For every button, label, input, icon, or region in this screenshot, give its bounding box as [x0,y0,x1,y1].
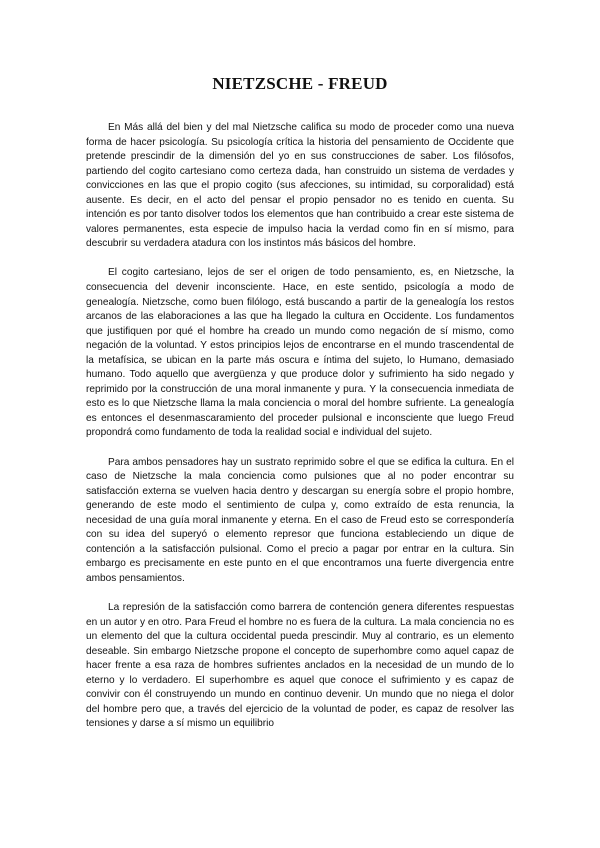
document-body [86,121,514,747]
document-title: NIETZSCHE - FREUD [212,74,388,93]
paragraph-2: El cogito cartesiano, lejos de ser el origen de todo pensamiento, es, en Nietzsche, la consecuencia del devenir inconsciente. Hace, en este sentido, psicología a modo de genealogía. Nietzsche, como buen filólogo, está buscando a partir de la genealogía los restos arcanos de las elaboraciones a las que ha llegado la cultura en Occidente. Los fundamentos que justifiquen por qué el hombre ha creado un mundo como negación de sí mismo, como negación de la voluntad. Y estos principios lejos de encontrarse en el mundo trascendental de la metafísica, se ubican en la parte más oscura e íntima del sujeto, lo Humano, demasiado humano. Todo aquello que avergüenza y que produce dolor y sufrimiento ha sido negado y reprimido por la construcción de una moral inmanente y pura. Y la consecuencia inmediata de esto es lo que Nietzsche llama la mala conciencia o moral del hombre sufriente. La genealogía es entonces el desenmascaramiento del proceder pulsional e inconsciente que luego Freud propondrá como fundamento de toda la realidad social e individual del sujeto. [86,267,514,439]
paragraph-3: Para ambos pensadores hay un sustrato reprimido sobre el que se edifica la cultura. En el caso de Nietzsche la mala conciencia como pulsiones que al no poder encontrar su satisfacción externa se vuelven hacia dentro y descargan su energía sobre el propio hombre, generando de este modo el sentimiento de culpa y, como extraído de esta renuncia, la necesidad de una guía moral inmanente y eterna. En el caso de Freud esto se correspondería con su idea del superyó o elemento represor que funciona estableciendo un dique de contención a la satisfacción pulsional. Como el precio a pagar por entrar en la cultura. Sin embargo es precisamente en este punto en el que encontramos una fuerte divergencia entre ambos pensamientos. [86,456,514,584]
paragraph-4: La represión de la satisfacción como barrera de contención genera diferentes respuestas en un autor y en otro. Para Freud el hombre no es fuera de la cultura. La mala conciencia no es un elemento del que la cultura occidental pueda prescindir. Muy al contrario, es un elemento deseable. Sin embargo Nietzsche propone el concepto de superhombre como aquel capaz de hacer frente a esa raza de hombres sufrientes anclados en la necesidad de un mundo de lo eterno y lo verdadero. El superhombre es aquel que conoce el sufrimiento y es capaz de convivir con él construyendo un mundo en continuo devenir. Un mundo que no niega el dolor del hombre pero que, a través del ejercicio de la voluntad de poder, es capaz de resolver las tensiones y darse a sí mismo un equilibrio [86,602,514,730]
paragraph-1: En Más allá del bien y del mal Nietzsche califica su modo de proceder como una nueva forma de hacer psicología. Su psicología crítica la historia del pensamiento de Occidente que pretende prescindir de la dimensión del yo en sus construcciones de saber. Los filósofos, partiendo del cogito cartesiano como certeza dada, han construido un sistema de verdades y convicciones en las que el propio cogito (sus afecciones, su intimidad, su corporalidad) está ausente. Es decir, en el acto del pensar el propio pensador no es tenido en cuenta. Su intención es por tanto disolver todos los elementos que han contribuido a crear este sistema de valores permanentes, esta especie de impulso hacia la verdad como fin en sí mismo, para descubrir su verdadera atadura con los instintos más básicos del hombre. [86,122,514,250]
